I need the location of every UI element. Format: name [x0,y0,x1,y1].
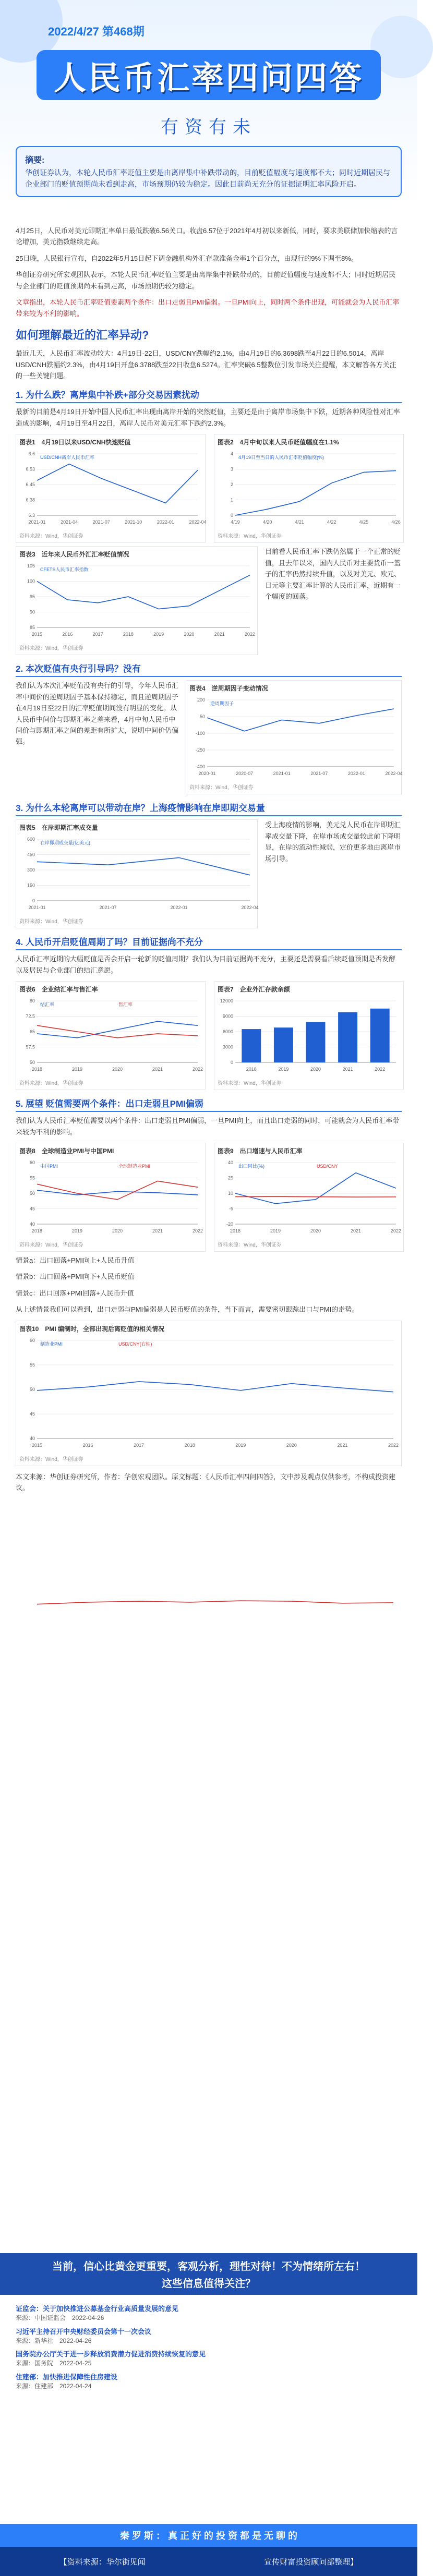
x-tick-label: 2019 [278,1067,289,1072]
x-tick-label: 2021-01 [28,905,46,911]
figure-title: 图表6 企业结汇率与售汇率 [19,986,98,994]
x-tick-label: 2018 [123,632,134,637]
question-paragraph: 最新的目前是4月19日开始中国人民币汇率出现由离岸开始的突然贬值，主要还是由于离岸市场集中下跌，近期各种风险性对汇率造成的影响，4月19日至4月22日，离岸人民币对美元汇率下跌约2.3%。 [16,408,400,427]
y-tick-label: -250 [195,747,205,753]
figure-with-note [16,546,402,655]
y-tick-label: 50 [29,1060,35,1066]
y-tick-label: 0 [32,898,35,904]
y-tick-label: 450 [27,852,35,857]
legend-label: 售汇率 [118,1002,133,1008]
figure-source: 资料来源：Wind，华创证券 [218,1081,282,1087]
scenario-line: 情景a：出口回落+PMI向上+人民币升值 [16,1256,135,1264]
x-tick-label: 2017 [134,1442,145,1448]
x-tick-label: 2018 [31,1228,43,1233]
footer-bar [0,2547,417,2576]
figure-source: 资料来源：Wind，华创证券 [19,1081,83,1087]
figure-source: 资料来源：Wind，华创证券 [189,785,254,791]
y-tick-label: 40 [29,1435,35,1441]
x-tick-label: 4/20 [262,519,272,525]
x-tick-label: 2018 [31,1067,43,1072]
figure-row [16,434,402,543]
x-tick-label: 2022 [244,632,256,637]
intro-paragraph: 4月25日，人民币对美元即期汇率单日最低跌破6.56关口。收盘6.57位于2021年4月初以来新低，同时，要求美联储加快缩表的言论增加，美元指数继续走高。 [16,227,398,246]
y-tick-label: 85 [29,625,35,631]
x-tick-label: 2019 [153,632,164,637]
related-link[interactable]: 住建部：加快推进保障性住房建设 [16,2373,118,2381]
y-tick-label: 25 [227,1175,233,1181]
question-heading: 1. 为什么跌？离岸集中补跌+部分交易因素扰动 [16,388,402,403]
figure-row [16,981,402,1090]
scenario-line: 情景c：出口回落+PMI回落+人民币升值 [16,1289,134,1297]
bar [306,1022,326,1062]
series-line [37,1190,198,1195]
related-source: 来源：新华社 2022-04-26 [16,2337,92,2344]
question-heading: 3. 为什么本轮离岸可以带动在岸？上海疫情影响在岸即期交易量 [16,801,402,816]
x-tick-label: 2022 [375,1067,386,1072]
x-tick-label: 4/26 [391,519,401,525]
summary-line: 这些信息值得关注？ [162,2278,256,2290]
x-tick-label: 2020 [184,632,195,637]
figure-title: 图表2 4月中旬以来人民币贬值幅度在1.1% [218,439,339,446]
question-paragraph: 我们认为人民币汇率贬值需要以两个条件：出口走弱且PMI偏弱，一旦PMI向上，而且出口走弱的同时，可能就会为人民币汇率带来较为不利的影响。 [16,1117,400,1136]
page-title: 人民币汇率四问四答 [53,60,364,96]
y-tick-label: 55 [29,1362,35,1368]
x-tick-label: 2022-01 [170,905,188,911]
x-tick-label: 4/19 [231,519,240,525]
issue-date: 2022/4/27 第468期 [48,25,145,38]
x-tick-label: 2022 [388,1442,399,1448]
source-note: 本文来源：华创证券研究所，作者：华创宏观团队。原文标题：《人民币汇率四问四答》，文中涉及观点仅供参考，不构成投资建议。 [16,1472,396,1492]
y-tick-label: 6.53 [26,466,35,472]
x-tick-label: 2021-04 [61,519,78,525]
y-tick-label: 2 [230,482,233,488]
x-tick-label: 2017 [92,632,103,637]
figure-title: 图表7 企业外汇存款余额 [218,986,290,994]
figure-title: 图表10 PMI 编制时，全部出现后离贬值的相关情况 [19,1325,165,1333]
figure-source: 资料来源：Wind，华创证券 [19,1456,83,1462]
y-tick-label: 3 [230,466,233,472]
y-tick-label: 60 [29,1337,35,1343]
y-tick-label: 300 [27,867,35,873]
scenario-summary: 从上述情景我们可以看到，出口走弱与PMI偏弱是人民币贬值的条件，当下而言，需要密切跟踪出口与PMI的走势。 [16,1305,359,1314]
footer-source: 【资料来源：华尔街见闻 [59,2557,146,2567]
figure-8 [16,1143,206,1252]
y-tick-label: 55 [29,1175,35,1181]
x-tick-label: 2022-04 [241,905,259,911]
figure-source: 资料来源：Wind，华创证券 [218,534,282,540]
series-line [37,1181,198,1199]
chart-fig2 [218,449,400,527]
x-tick-label: 2018 [230,1228,241,1233]
legend-label: 结汇率 [40,1002,55,1008]
figure-note: 目前看人民币汇率下跌仍然属于一个正常的贬值，且去年以来，国内人民币对主要货币一篮子的汇率仍然持续升值，以及对美元、欧元、日元等主要汇率计算的人民币汇率，近期有一个幅度的回落。 [265,548,401,600]
figure-source: 资料来源：Wind，华创证券 [19,919,83,925]
x-tick-label: 2020 [286,1442,297,1448]
section-paragraph: 最近几天，人民币汇率波动较大：4月19日-22日，USD/CNY跌幅约2.1%，由4月19日的6.3698跌至4月22日的6.5014，离岸USD/CNH跌幅约2.3%，由4月19日开盘6.3788跌至22日收盘6.5274。汇率突破6.5整数位引发市场关注提醒，本文解答各方关注的一些关键问题。 [16,349,396,380]
y-tick-label: 6.6 [28,451,35,457]
figure-title: 图表3 近年来人民币外汇汇率贬值情况 [19,551,129,559]
x-tick-label: 2022 [192,1228,203,1233]
figure-title: 图表1 4月19日以来USD/CNH快速贬值 [19,439,131,446]
legend-label: 全球制造业PMI [118,1164,151,1169]
legend-label: CFETS人民币汇率指数 [40,567,89,573]
y-tick-label: 72.5 [26,1013,35,1019]
x-tick-label: 2016 [62,632,73,637]
figure-source: 资料来源：Wind，华创证券 [19,534,83,540]
y-tick-label: 45 [29,1411,35,1417]
x-tick-label: 2015 [31,1442,43,1448]
chart-fig9 [218,1157,400,1236]
x-tick-label: 2022 [192,1067,203,1072]
x-tick-label: 2021-07 [99,905,117,911]
legend-label: USD/CNH离岸人民币汇率 [40,455,95,461]
related-source: 来源：中国证监会 2022-04-26 [16,2314,104,2321]
y-tick-label: 50 [29,1386,35,1392]
question-heading: 5. 展望 贬值需要两个条件：出口走弱且PMI偏弱 [16,1096,402,1112]
footer-quote: 秦 罗 斯 ： 真 正 好 的 投 资 都 是 无 聊 的 [0,2524,417,2547]
related-source: 来源：国务院 2022-04-25 [16,2360,92,2367]
x-tick-label: 2019 [235,1442,246,1448]
x-tick-label: 2021-07 [310,771,328,777]
chart-fig3 [19,561,254,639]
chart-fig7 [218,996,400,1074]
intro-paragraph: 华创证券研究所宏观团队表示，本轮人民币汇率贬值主要是由离岸集中补跌带动的，目前贬值幅度与速度都不大；同时近期居民与企业部门的贬值预期尚未看到走高，市场预期仍较为稳定。 [16,271,396,290]
chart-fig8 [19,1157,202,1236]
y-tick-label: 3000 [222,1044,233,1050]
figure-title: 图表9 出口增速与人民币汇率 [218,1147,303,1155]
x-tick-label: 2021 [350,1228,362,1233]
bar [242,1029,261,1062]
y-tick-label: 95 [29,594,35,600]
question-paragraph: 我们认为本次汇率贬值没有央行的引导，今年人民币汇率中间价的逆周期因子基本保持稳定，而且逆周期因子在4月19日至22日的汇率贬值期间没有明显的变化。从人民币中间价与即期汇率之差来看，4月中旬人民币中间价与即期汇率之间的差距有所扩大，说明中间价仍偏强。 [16,682,179,746]
question-heading: 2. 本次贬值有央行引导吗？没有 [16,661,402,677]
x-tick-label: 2021 [342,1067,353,1072]
x-tick-label: 2016 [82,1442,93,1448]
question-block [16,819,402,928]
y-tick-label: 150 [27,882,35,888]
bar [338,1012,357,1062]
series-line [207,709,394,731]
y-tick-label: 60 [29,1160,35,1165]
y-tick-label: 1 [230,497,233,503]
related-link[interactable]: 习近平主持召开中央财经委员会第十一次会议 [16,2327,152,2336]
figure-10 [16,1321,402,1466]
related-links [16,2300,402,2391]
x-tick-label: 2019 [270,1228,281,1233]
x-tick-label: 2021-01 [273,771,291,777]
series-line [37,1382,393,1392]
section-heading: 如何理解最近的汇率异动? [16,329,149,342]
y-tick-label: 50 [29,1191,35,1196]
x-tick-label: 2022-04 [189,519,207,525]
x-tick-label: 4/25 [359,519,369,525]
y-tick-label: 6000 [222,1029,233,1035]
figure-source: 资料来源：Wind，华创证券 [19,1242,83,1248]
legend-label: USD/CNY [317,1164,338,1169]
y-tick-label: 6.45 [26,482,35,488]
x-tick-label: 2019 [71,1228,83,1233]
legend-label: USD/CNY(右轴) [118,1341,152,1347]
abstract-label: 摘要: [25,156,45,165]
x-tick-label: 2021 [214,632,225,637]
x-tick-label: 2015 [31,632,43,637]
abstract-text: 华创证券认为，本轮人民币汇率贬值主要是由离岸集中补跌带动的，目前贬值幅度与速度都不大；同时近期居民与企业部门的贬值预期尚未看到走高，市场预期仍较为稳定。因此目前尚无充分的证据证明汇率风险开启。 [25,168,390,188]
chart-fig4 [189,695,403,778]
series-line [235,471,396,516]
x-tick-label: 2020 [310,1228,321,1233]
summary-line: 当前，信心比黄金更重要，客观分析，理性对待！不为情绪所左右！ [52,2261,365,2272]
x-tick-label: 4/22 [327,519,336,525]
series-line [235,1196,396,1197]
y-tick-label: -100 [195,731,205,736]
y-tick-label: 57.5 [26,1044,35,1050]
y-tick-label: 4 [230,451,233,457]
y-tick-label: 600 [27,837,35,842]
x-tick-label: 2021 [152,1067,163,1072]
chart-fig10 [19,1335,398,1450]
legend-label: 逆周期因子 [210,701,234,707]
figure-3 [16,546,258,655]
series-line [235,1173,396,1204]
x-tick-label: 2020 [310,1067,321,1072]
x-tick-label: 2021-10 [125,519,142,525]
x-tick-label: 2022-01 [157,519,174,525]
question-paragraph: 人民币汇率近期的大幅贬值是否会开启一轮新的贬值周期？我们认为目前证据尚不充分，主要还是需要看后续贬值预期是否发酵以及居民与企业部门的结汇意愿。 [16,955,396,974]
x-tick-label: 2018 [184,1442,195,1448]
figure-row [16,1143,402,1252]
title-band [37,50,381,100]
x-tick-label: 2022 [390,1228,402,1233]
series-line [37,858,250,875]
x-tick-label: 2020-01 [198,771,216,777]
legend-label: 4月19日至当日的人民币汇率贬值幅度(%) [238,455,324,461]
figure-1 [16,434,206,543]
y-tick-label: 0 [230,1060,233,1066]
figure-source: 资料来源：Wind，华创证券 [19,646,83,652]
intro-paragraph: 25日晚，人民银行宣布，自2022年5月15日起下调金融机构外汇存款准备金率1个百分点，由现行的9%下调至8%。 [16,254,358,262]
y-tick-label: -20 [226,1222,233,1227]
x-tick-label: 2021-01 [28,519,46,525]
x-tick-label: 2019 [71,1067,83,1072]
figure-9 [214,1143,404,1252]
y-tick-label: 50 [199,714,205,720]
x-tick-label: 2018 [246,1067,257,1072]
footer-org: 宣传财富投资顾问部整理】 [264,2557,358,2567]
figure-source: 资料来源：Wind，华创证券 [218,1242,282,1248]
bar [370,1009,390,1062]
bar [274,1027,293,1062]
y-tick-label: 40 [227,1160,233,1165]
x-tick-label: 2020-07 [236,771,254,777]
y-tick-label: 9000 [222,1013,233,1019]
y-tick-label: 12000 [220,998,233,1004]
related-link[interactable]: 证监会：关于加快推进公募基金行业高质量发展的意见 [16,2305,179,2313]
figure-5 [16,819,258,928]
y-tick-label: 65 [29,1029,35,1035]
x-tick-label: 4/21 [295,519,304,525]
question-heading: 4. 人民币开启贬值周期了吗？目前证据尚不充分 [16,935,402,950]
y-tick-label: 6.3 [28,513,35,518]
x-tick-label: 2021 [337,1442,348,1448]
figure-title: 图表8 全球制造业PMI与中国PMI [19,1147,114,1155]
y-tick-label: 105 [27,563,35,569]
figure-4 [186,680,402,794]
figure-2 [214,434,404,543]
footer [0,2524,417,2576]
chart-fig6 [19,996,202,1074]
y-tick-label: 45 [29,1206,35,1212]
scenario-line: 情景b：出口回落+PMI向下+人民币贬值 [16,1273,135,1281]
question-paragraph: 受上海疫情的影响，美元兑人民币在岸即期汇率成交量下降，在岸市场成交量较此前下降明显，在岸的流动性减弱，定价更多地由离岸市场引导。 [265,821,401,863]
related-link[interactable]: 国务院办公厅关于进一步释放消费潜力促进消费持续恢复的意见 [16,2350,206,2359]
series-line [37,575,250,609]
legend-label: 中国PMI [40,1164,58,1169]
x-tick-label: 2022-04 [385,771,403,777]
figure-title: 图表4 逆周期因子变动情况 [189,685,268,693]
y-tick-label: 90 [29,609,35,615]
summary-band [0,2253,417,2295]
y-tick-label: 6.38 [26,497,35,503]
abstract-box [16,146,402,197]
legend-label: 制造业PMI [40,1341,63,1347]
y-tick-label: 200 [197,697,205,703]
chart-fig1 [19,449,207,527]
x-tick-label: 2021-07 [92,519,110,525]
series-line [37,1601,393,1604]
figure-6 [16,981,206,1090]
page-subtitle: 有资有未 [161,117,257,137]
chart-fig5 [19,834,259,912]
y-tick-label: -5 [228,1206,233,1212]
x-tick-label: 2020 [112,1067,123,1072]
y-tick-label: 0 [230,513,233,518]
series-line [37,464,198,503]
y-tick-label: 10 [227,1191,233,1196]
question-block [16,680,402,794]
article-content [16,225,402,1499]
x-tick-label: 2021 [152,1228,163,1233]
y-tick-label: 100 [27,578,35,584]
x-tick-label: 2022-01 [347,771,365,777]
figure-7 [214,981,404,1090]
legend-label: 在岸即期成交量(亿美元) [40,840,90,846]
intro-paragraph: 文章指出，本轮人民币汇率贬值要素两个条件：出口走弱且PMI偏弱。一旦PMI向上，同时两个条件出现，可能就会为人民币汇率带来较为不利的影响。 [16,298,400,318]
x-tick-label: 2020 [112,1228,123,1233]
y-tick-label: 80 [29,998,35,1004]
figure-title: 图表5 在岸即期汇率成交量 [19,824,98,832]
legend-label: 出口同比(%) [238,1164,264,1169]
y-tick-label: -400 [195,764,205,770]
related-source: 来源：住建部 2022-04-24 [16,2382,92,2390]
y-tick-label: 40 [29,1222,35,1227]
